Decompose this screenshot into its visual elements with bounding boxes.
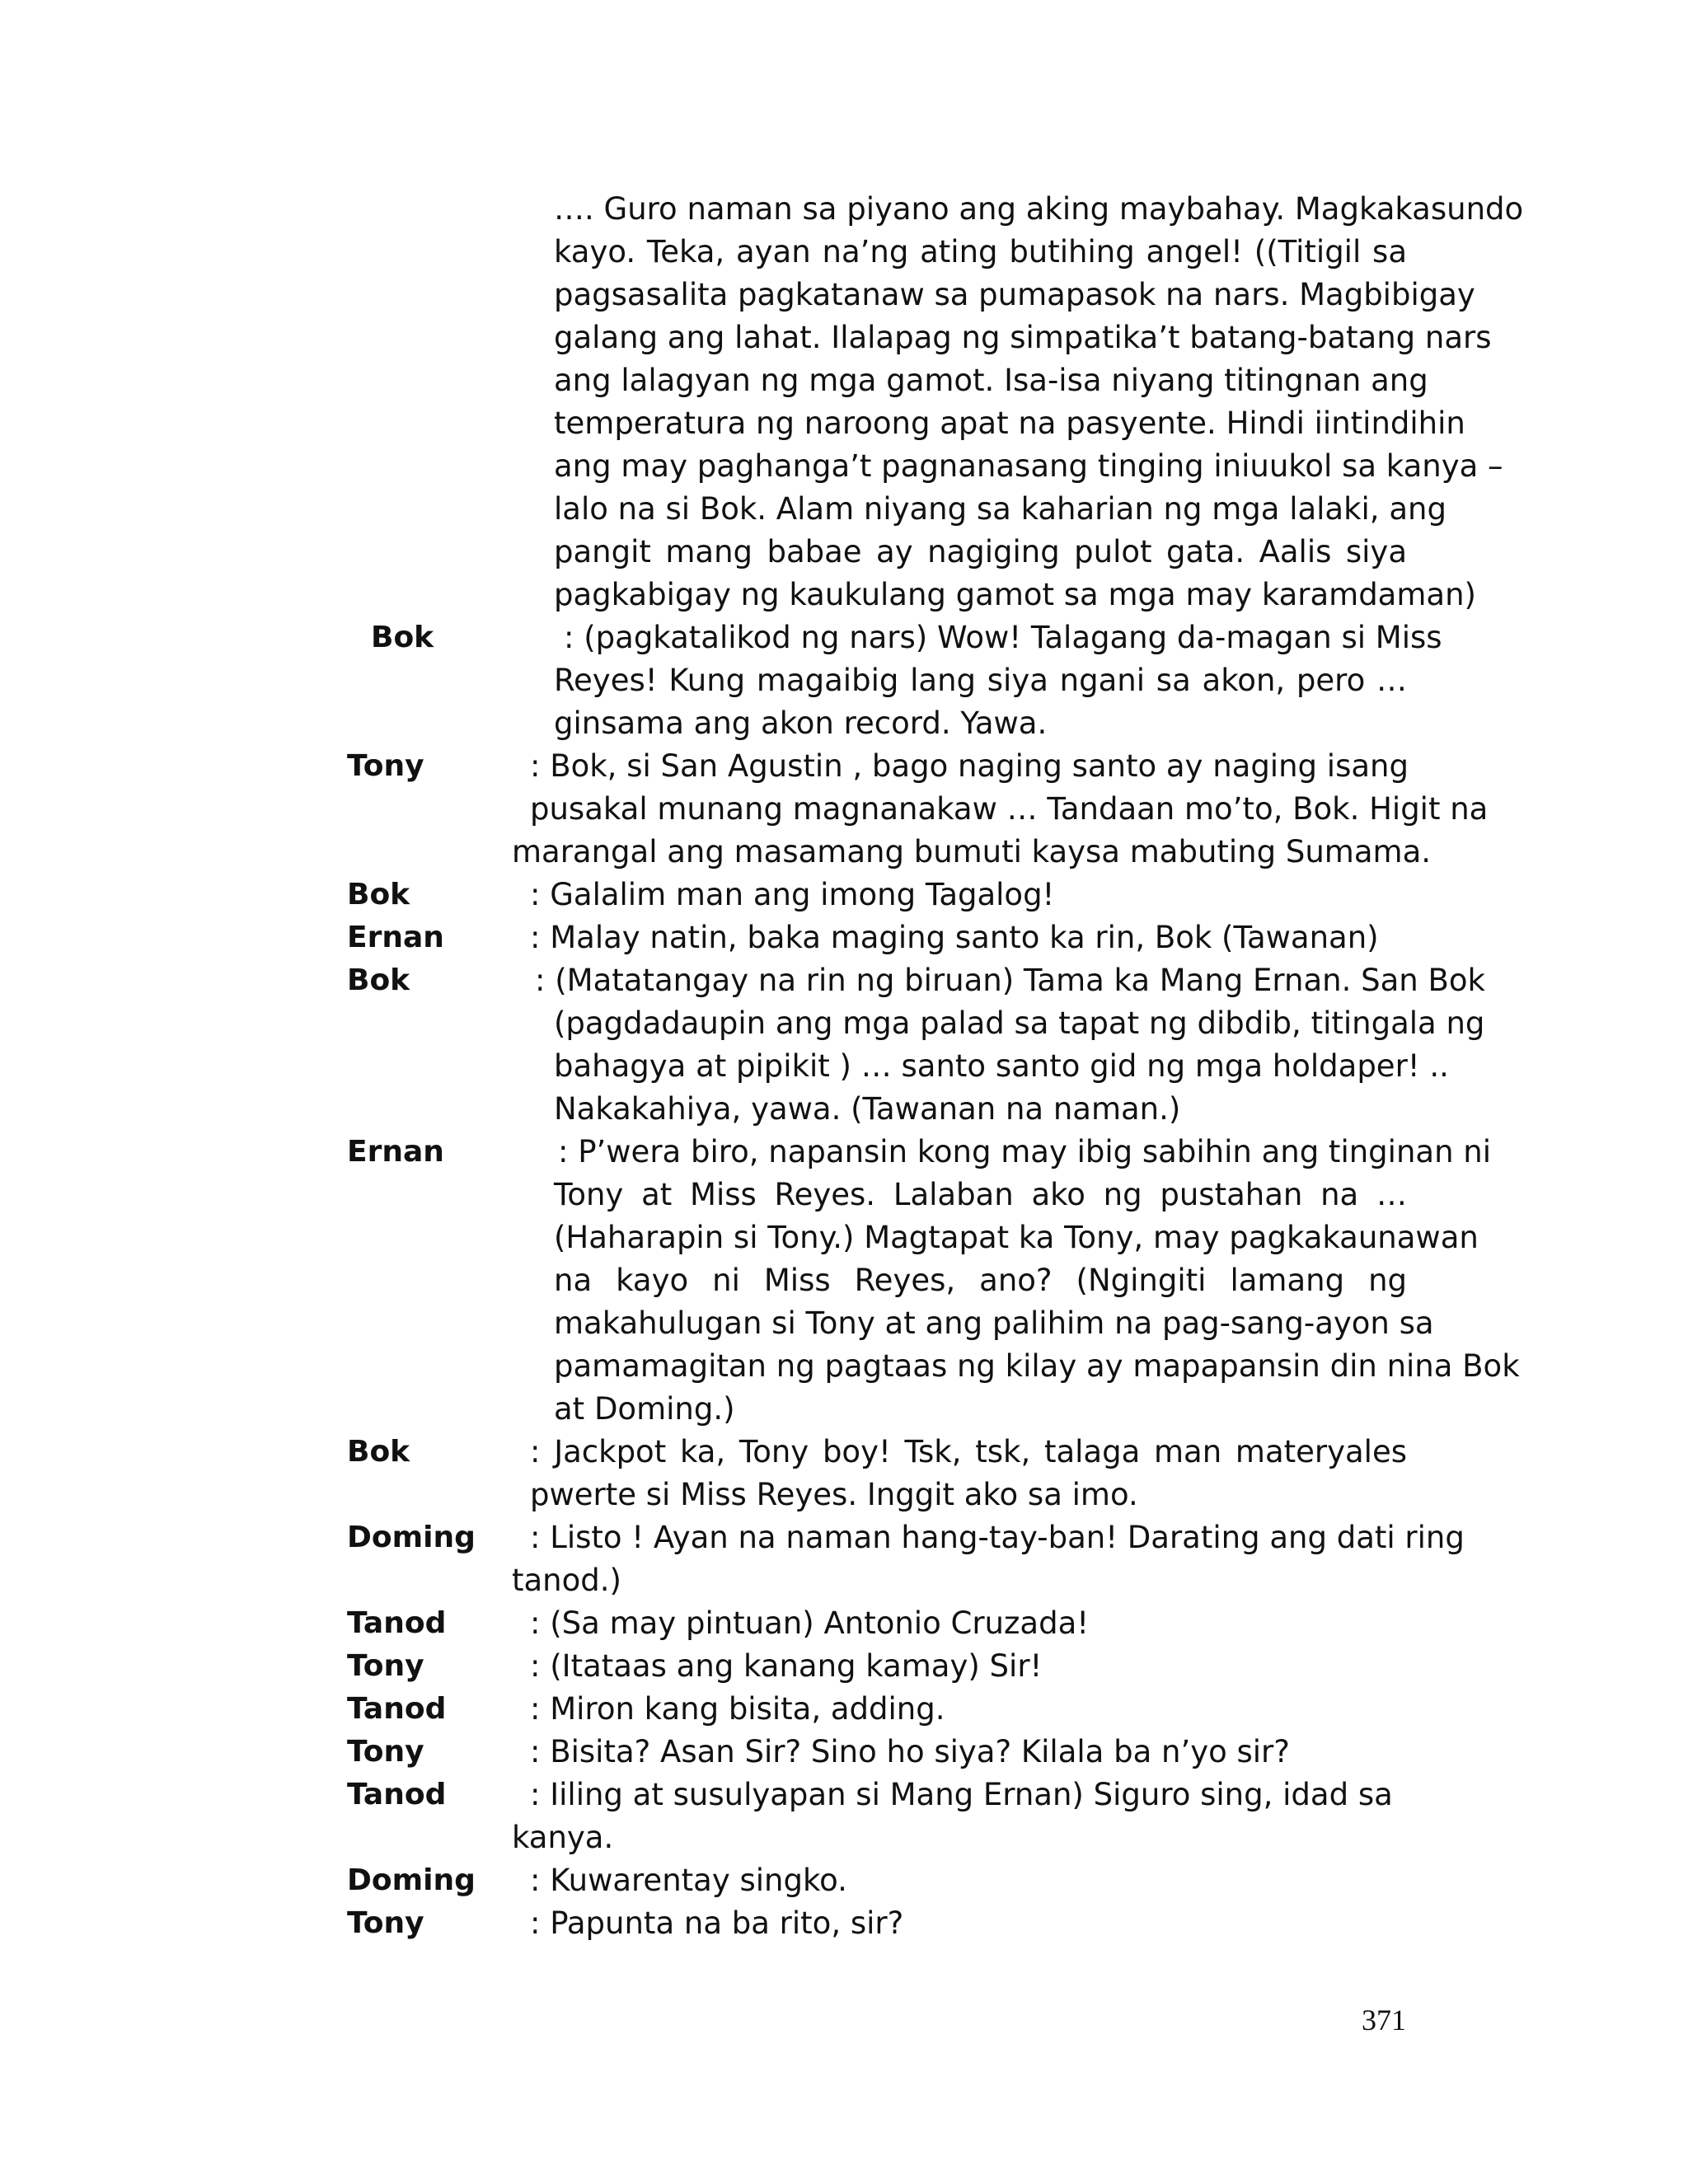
speaker-name: Bok [371, 621, 434, 654]
stage-direction-line: temperatura ng naroong apat na pasyente. Hindi iintindihin [554, 405, 1465, 441]
stage-direction-line: pagkabigay ng kaukulang gamot sa mga may karamdaman) [554, 577, 1476, 612]
dialogue-line: : Bok, si San Agustin , bago naging santo ay naging isang [530, 748, 1409, 784]
dialogue-line: : Malay natin, baka maging santo ka rin, Bok (Tawanan) [530, 920, 1379, 955]
dialogue-line: : Listo ! Ayan na naman hang-tay-ban! Darating ang dati ring [530, 1520, 1465, 1555]
dialogue-line: (pagdadaupin ang mga palad sa tapat ng dibdib, titingala ng [554, 1005, 1485, 1041]
dialogue-line: : (pagkatalikod ng nars) Wow! Talagang da-magan si Miss [564, 620, 1442, 655]
dialogue-line: : (Matatangay na rin ng biruan) Tama ka Mang Ernan. San Bok [535, 963, 1485, 998]
dialogue-line: ginsama ang akon record. Yawa. [554, 705, 1048, 741]
stage-direction-line: galang ang lahat. Ilalapag ng simpatika’t batang-batang nars [554, 320, 1492, 355]
speaker-name: Tanod [347, 1778, 447, 1811]
dialogue-line: Tony at Miss Reyes. Lalaban ako ng pustahan na … [554, 1177, 1407, 1212]
dialogue-line: kanya. [512, 1820, 614, 1855]
dialogue-line: at Doming.) [554, 1391, 735, 1427]
dialogue-line: Reyes! Kung magaibig lang siya ngani sa akon, pero … [554, 663, 1407, 698]
dialogue-line: : (Itataas ang kanang kamay) Sir! [530, 1648, 1043, 1684]
dialogue-line: : Papunta na ba rito, sir? [530, 1905, 904, 1941]
speaker-name: Ernan [347, 1135, 444, 1169]
speaker-name: Tony [347, 749, 424, 783]
speaker-name: Bok [347, 963, 410, 997]
dialogue-line: : Iiling at susulyapan si Mang Ernan) Siguro sing, idad sa [530, 1777, 1393, 1812]
stage-direction-line: lalo na si Bok. Alam niyang sa kaharian ng mga lalaki, ang [554, 491, 1447, 527]
speaker-name: Bok [347, 878, 410, 912]
dialogue-line: : P’wera biro, napansin kong may ibig sabihin ang tinginan ni [558, 1134, 1492, 1169]
dialogue-line: na kayo ni Miss Reyes, ano? (Ngingiti lamang ng [554, 1263, 1407, 1298]
dialogue-line: : Jackpot ka, Tony boy! Tsk, tsk, talaga man materyales [530, 1434, 1407, 1469]
speaker-name: Doming [347, 1863, 476, 1897]
stage-direction-line: pagsasalita pagkatanaw sa pumapasok na nars. Magbibigay [554, 277, 1475, 312]
dialogue-line: : Galalim man ang imong Tagalog! [530, 877, 1055, 912]
dialogue-line: : Bisita? Asan Sir? Sino ho siya? Kilala ba n’yo sir? [530, 1734, 1290, 1769]
dialogue-line: (Haharapin si Tony.) Magtapat ka Tony, may pagkakaunawan [554, 1220, 1479, 1255]
dialogue-line: : (Sa may pintuan) Antonio Cruzada! [530, 1605, 1090, 1641]
speaker-name: Tony [347, 1906, 424, 1940]
stage-direction-line: …. Guro naman sa piyano ang aking maybahay. Magkakasundo [554, 191, 1524, 227]
stage-direction-line: pangit mang babae ay nagiging pulot gata. Aalis siya [554, 534, 1407, 569]
speaker-name: Tony [347, 1735, 424, 1769]
dialogue-line: pwerte si Miss Reyes. Inggit ako sa imo. [530, 1477, 1138, 1512]
dialogue-line: marangal ang masamang bumuti kaysa mabuting Sumama. [512, 834, 1432, 869]
dialogue-line: pamamagitan ng pagtaas ng kilay ay mapapansin din nina Bok [554, 1348, 1520, 1384]
stage-direction-line: ang may paghanga’t pagnanasang tinging iniuukol sa kanya – [554, 448, 1503, 484]
dialogue-line: Nakakahiya, yawa. (Tawanan na naman.) [554, 1091, 1181, 1127]
speaker-name: Tanod [347, 1692, 447, 1726]
dialogue-line: bahagya at pipikit ) … santo santo gid ng mga holdaper! .. [554, 1048, 1449, 1084]
speaker-name: Tanod [347, 1606, 447, 1640]
speaker-name: Bok [347, 1435, 410, 1469]
dialogue-line: tanod.) [512, 1563, 621, 1598]
speaker-name: Tony [347, 1649, 424, 1683]
dialogue-line: pusakal munang magnanakaw … Tandaan mo’to, Bok. Higit na [530, 791, 1489, 827]
stage-direction-line: kayo. Teka, ayan na’ng ating butihing angel! ((Titigil sa [554, 234, 1407, 269]
page-number: 371 [1362, 2004, 1406, 2036]
dialogue-line: : Kuwarentay singko. [530, 1863, 847, 1898]
dialogue-line: : Miron kang bisita, adding. [530, 1691, 945, 1727]
speaker-name: Doming [347, 1521, 476, 1554]
speaker-name: Ernan [347, 921, 444, 954]
stage-direction-line: ang lalagyan ng mga gamot. Isa-isa niyang titingnan ang [554, 363, 1428, 398]
dialogue-line: makahulugan si Tony at ang palihim na pag-sang-ayon sa [554, 1305, 1434, 1341]
